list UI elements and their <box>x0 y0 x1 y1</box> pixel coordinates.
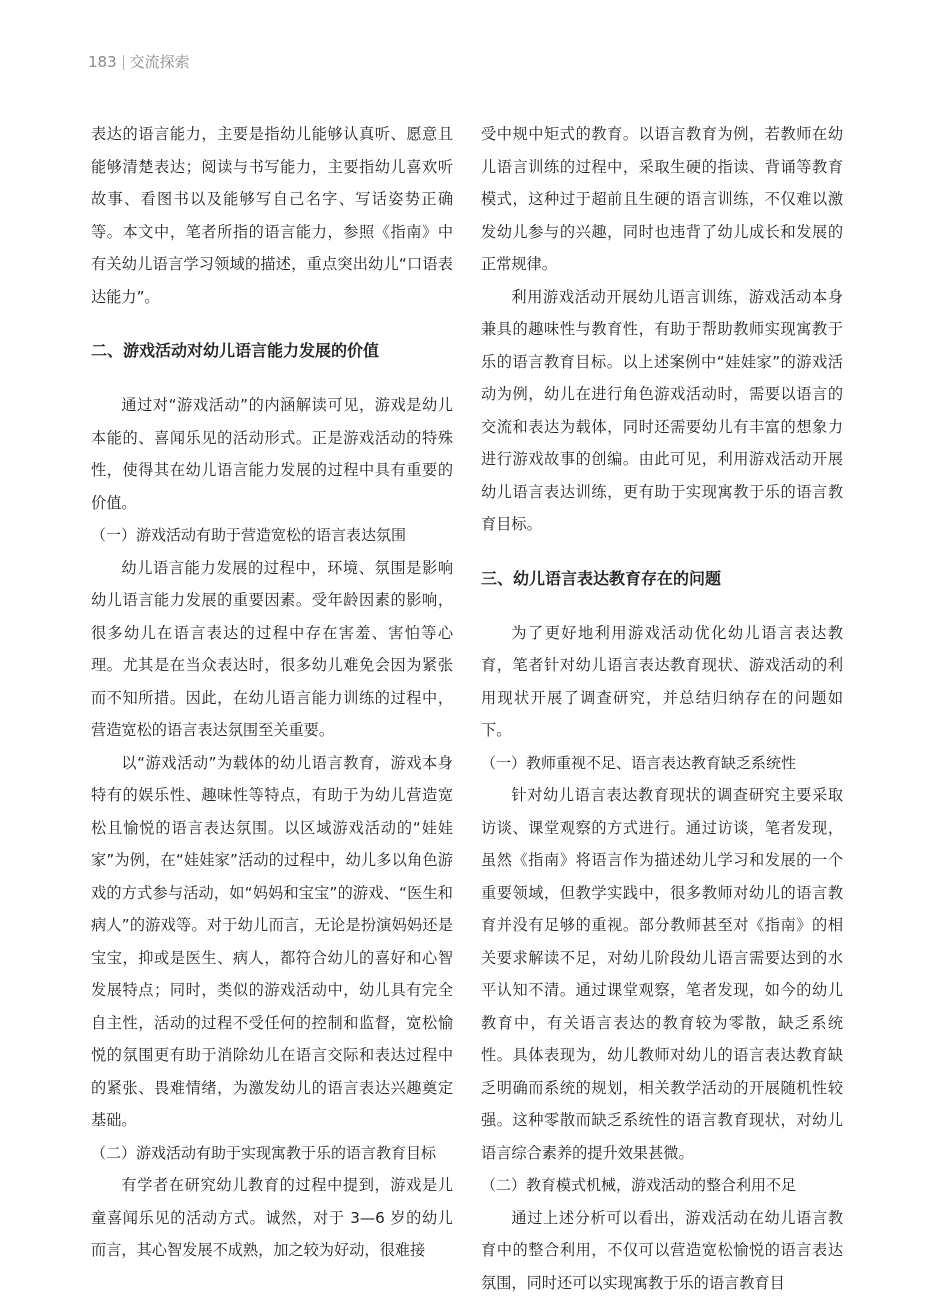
paragraph: 表达的语言能力，主要是指幼儿能够认真听、愿意且能够清楚表达；阅读与书写能力，主要指幼儿喜欢听故事、看图书以及能够写自己名字、写话姿势正确等。本文中，笔者所指的语言能力，参照《指南》中有关幼儿语言学习领域的描述，重点突出幼儿“口语表达能力”。 <box>91 118 453 313</box>
paragraph: 有学者在研究幼儿教育的过程中提到，游戏是儿童喜闻乐见的活动方式。诚然，对于 3—6 岁的幼儿而言，其心智发展不成熟，加之较为好动，很难接 <box>91 1169 453 1267</box>
left-column <box>91 118 453 1267</box>
paragraph: 通过对“游戏活动”的内涵解读可见，游戏是幼儿本能的、喜闻乐见的活动形式。正是游戏活动的特殊性，使得其在幼儿语言能力发展的过程中具有重要的价值。 <box>91 389 453 519</box>
subsection-heading: （二）游戏活动有助于实现寓教于乐的语言教育目标 <box>91 1137 453 1170</box>
subsection-heading: （一）游戏活动有助于营造宽松的语言表达氛围 <box>91 519 453 552</box>
subsection-heading: （一）教师重视不足、语言表达教育缺乏系统性 <box>481 747 843 780</box>
section-heading: 三、幼儿语言表达教育存在的问题 <box>481 563 843 595</box>
section-heading: 二、游戏活动对幼儿语言能力发展的价值 <box>91 335 453 367</box>
page-number: 183 <box>88 52 117 72</box>
paragraph: 以“游戏活动”为载体的幼儿语言教育，游戏本身特有的娱乐性、趣味性等特点，有助于为幼儿营造宽松且愉悦的语言表达氛围。以区域游戏活动的“娃娃家”为例，在“娃娃家”活动的过程中，幼儿多以角色游戏的方式参与活动，如“妈妈和宝宝”的游戏、“医生和病人”的游戏等。对于幼儿而言，无论是扮演妈妈还是宝宝，抑或是医生、病人，都符合幼儿的喜好和心智发展特点；同时，类似的游戏活动中，幼儿具有完全自主性，活动的过程不受任何的控制和监督，宽松愉悦的氛围更有助于消除幼儿在语言交际和表达过程中的紧张、畏难情绪，为激发幼儿的语言表达兴趣奠定基础。 <box>91 747 453 1137</box>
paragraph: 幼儿语言能力发展的过程中，环境、氛围是影响幼儿语言能力发展的重要因素。受年龄因素的影响，很多幼儿在语言表达的过程中存在害羞、害怕等心理。尤其是在当众表达时，很多幼儿难免会因为紧张而不知所措。因此，在幼儿语言能力训练的过程中，营造宽松的语言表达氛围至关重要。 <box>91 552 453 747</box>
paragraph: 为了更好地利用游戏活动优化幼儿语言表达教育，笔者针对幼儿语言表达教育现状、游戏活动的利用现状开展了调查研究，并总结归纳存在的问题如下。 <box>481 617 843 747</box>
paragraph: 通过上述分析可以看出，游戏活动在幼儿语言教育中的整合利用，不仅可以营造宽松愉悦的语言表达氛围，同时还可以实现寓教于乐的语言教育目 <box>481 1202 843 1299</box>
paragraph: 利用游戏活动开展幼儿语言训练，游戏活动本身兼具的趣味性与教育性，有助于帮助教师实现寓教于乐的语言教育目标。以上述案例中“娃娃家”的游戏活动为例，幼儿在进行角色游戏活动时，需要以语言的交流和表达为载体，同时还需要幼儿有丰富的想象力进行游戏故事的创编。由此可见，利用游戏活动开展幼儿语言表达训练，更有助于实现寓教于乐的语言教育目标。 <box>481 281 843 541</box>
paragraph: 受中规中矩式的教育。以语言教育为例，若教师在幼儿语言训练的过程中，采取生硬的指读、背诵等教育模式，这种过于超前且生硬的语言训练，不仅难以激发幼儿参与的兴趣，同时也违背了幼儿成长和发展的正常规律。 <box>481 118 843 281</box>
section-title: 交流探索 <box>130 52 190 72</box>
page-header <box>88 52 190 72</box>
subsection-heading: （二）教育模式机械，游戏活动的整合利用不足 <box>481 1169 843 1202</box>
right-column <box>481 118 843 1299</box>
paragraph: 针对幼儿语言表达教育现状的调查研究主要采取访谈、课堂观察的方式进行。通过访谈，笔者发现，虽然《指南》将语言作为描述幼儿学习和发展的一个重要领域，但教学实践中，很多教师对幼儿的语言教育并没有足够的重视。部分教师甚至对《指南》的相关要求解读不足，对幼儿阶段幼儿语言需要达到的水平认知不清。通过课堂观察，笔者发现，如今的幼儿教育中，有关语言表达的教育较为零散，缺乏系统性。具体表现为，幼儿教师对幼儿的语言表达教育缺乏明确而系统的规划，相关教学活动的开展随机性较强。这种零散而缺乏系统性的语言教育现状，对幼儿语言综合素养的提升效果甚微。 <box>481 779 843 1169</box>
header-divider <box>123 55 124 70</box>
